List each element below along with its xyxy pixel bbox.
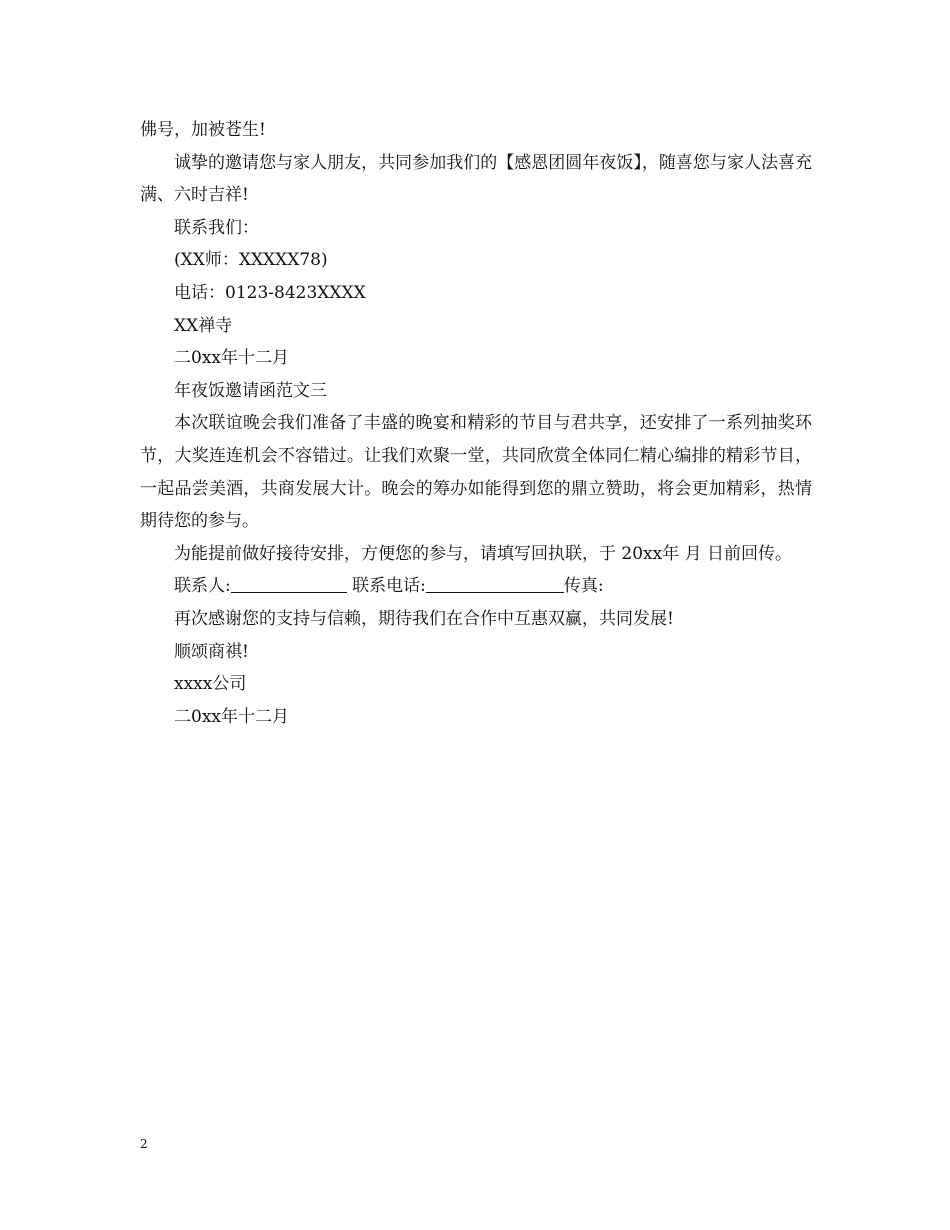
contact-phone: 电话：0123-8423XXXX (174, 282, 366, 303)
section-title: 年夜饭邀请函范文三 (174, 380, 327, 401)
contact-name: (XX师：XXXXX78) (174, 250, 328, 271)
page-number: 2 (140, 1137, 148, 1151)
reply-paragraph: 为能提前做好接待安排，方便您的参与，请填写回执联，于 20xx年 月 日前回传。 (174, 543, 793, 564)
organization-name: XX禅寺 (174, 315, 233, 336)
contact-phone-label: 联系电话: (352, 576, 426, 597)
invitation-paragraph: 诚挚的邀请您与家人朋友，共同参加我们的【感恩团圆年夜饭】，随喜您与家人法喜充满、六时吉祥! (140, 152, 812, 206)
closing-date: 二0xx年十二月 (174, 706, 289, 727)
thanks-line: 再次感谢您的支持与信赖，期待我们在合作中互惠双赢，共同发展! (174, 608, 674, 629)
contact-person-blank (231, 574, 347, 593)
contact-phone-blank (426, 574, 564, 593)
date-line: 二0xx年十二月 (174, 348, 289, 369)
contact-person-label: 联系人: (174, 576, 231, 597)
event-paragraph: 本次联谊晚会我们准备了丰盛的晚宴和精彩的节目与君共享，还安排了一系列抽奖环节，大奖连连机会不容错过。让我们欢聚一堂，共同欣赏全体同仁精心编排的精彩节目，一起品尝美酒，共商发展大计。晚会的筹办如能得到您的鼎立赞助，将会更加精彩，热情期待您的参与。 (140, 413, 812, 532)
contact-form-line (140, 570, 812, 603)
regards-line: 顺颂商祺! (174, 641, 249, 662)
contact-heading: 联系我们： (174, 217, 259, 238)
company-name: xxxx公司 (174, 674, 247, 695)
text-line: 佛号，加被苍生! (140, 120, 266, 140)
fax-label: 传真: (563, 576, 604, 597)
document-body (140, 114, 812, 733)
